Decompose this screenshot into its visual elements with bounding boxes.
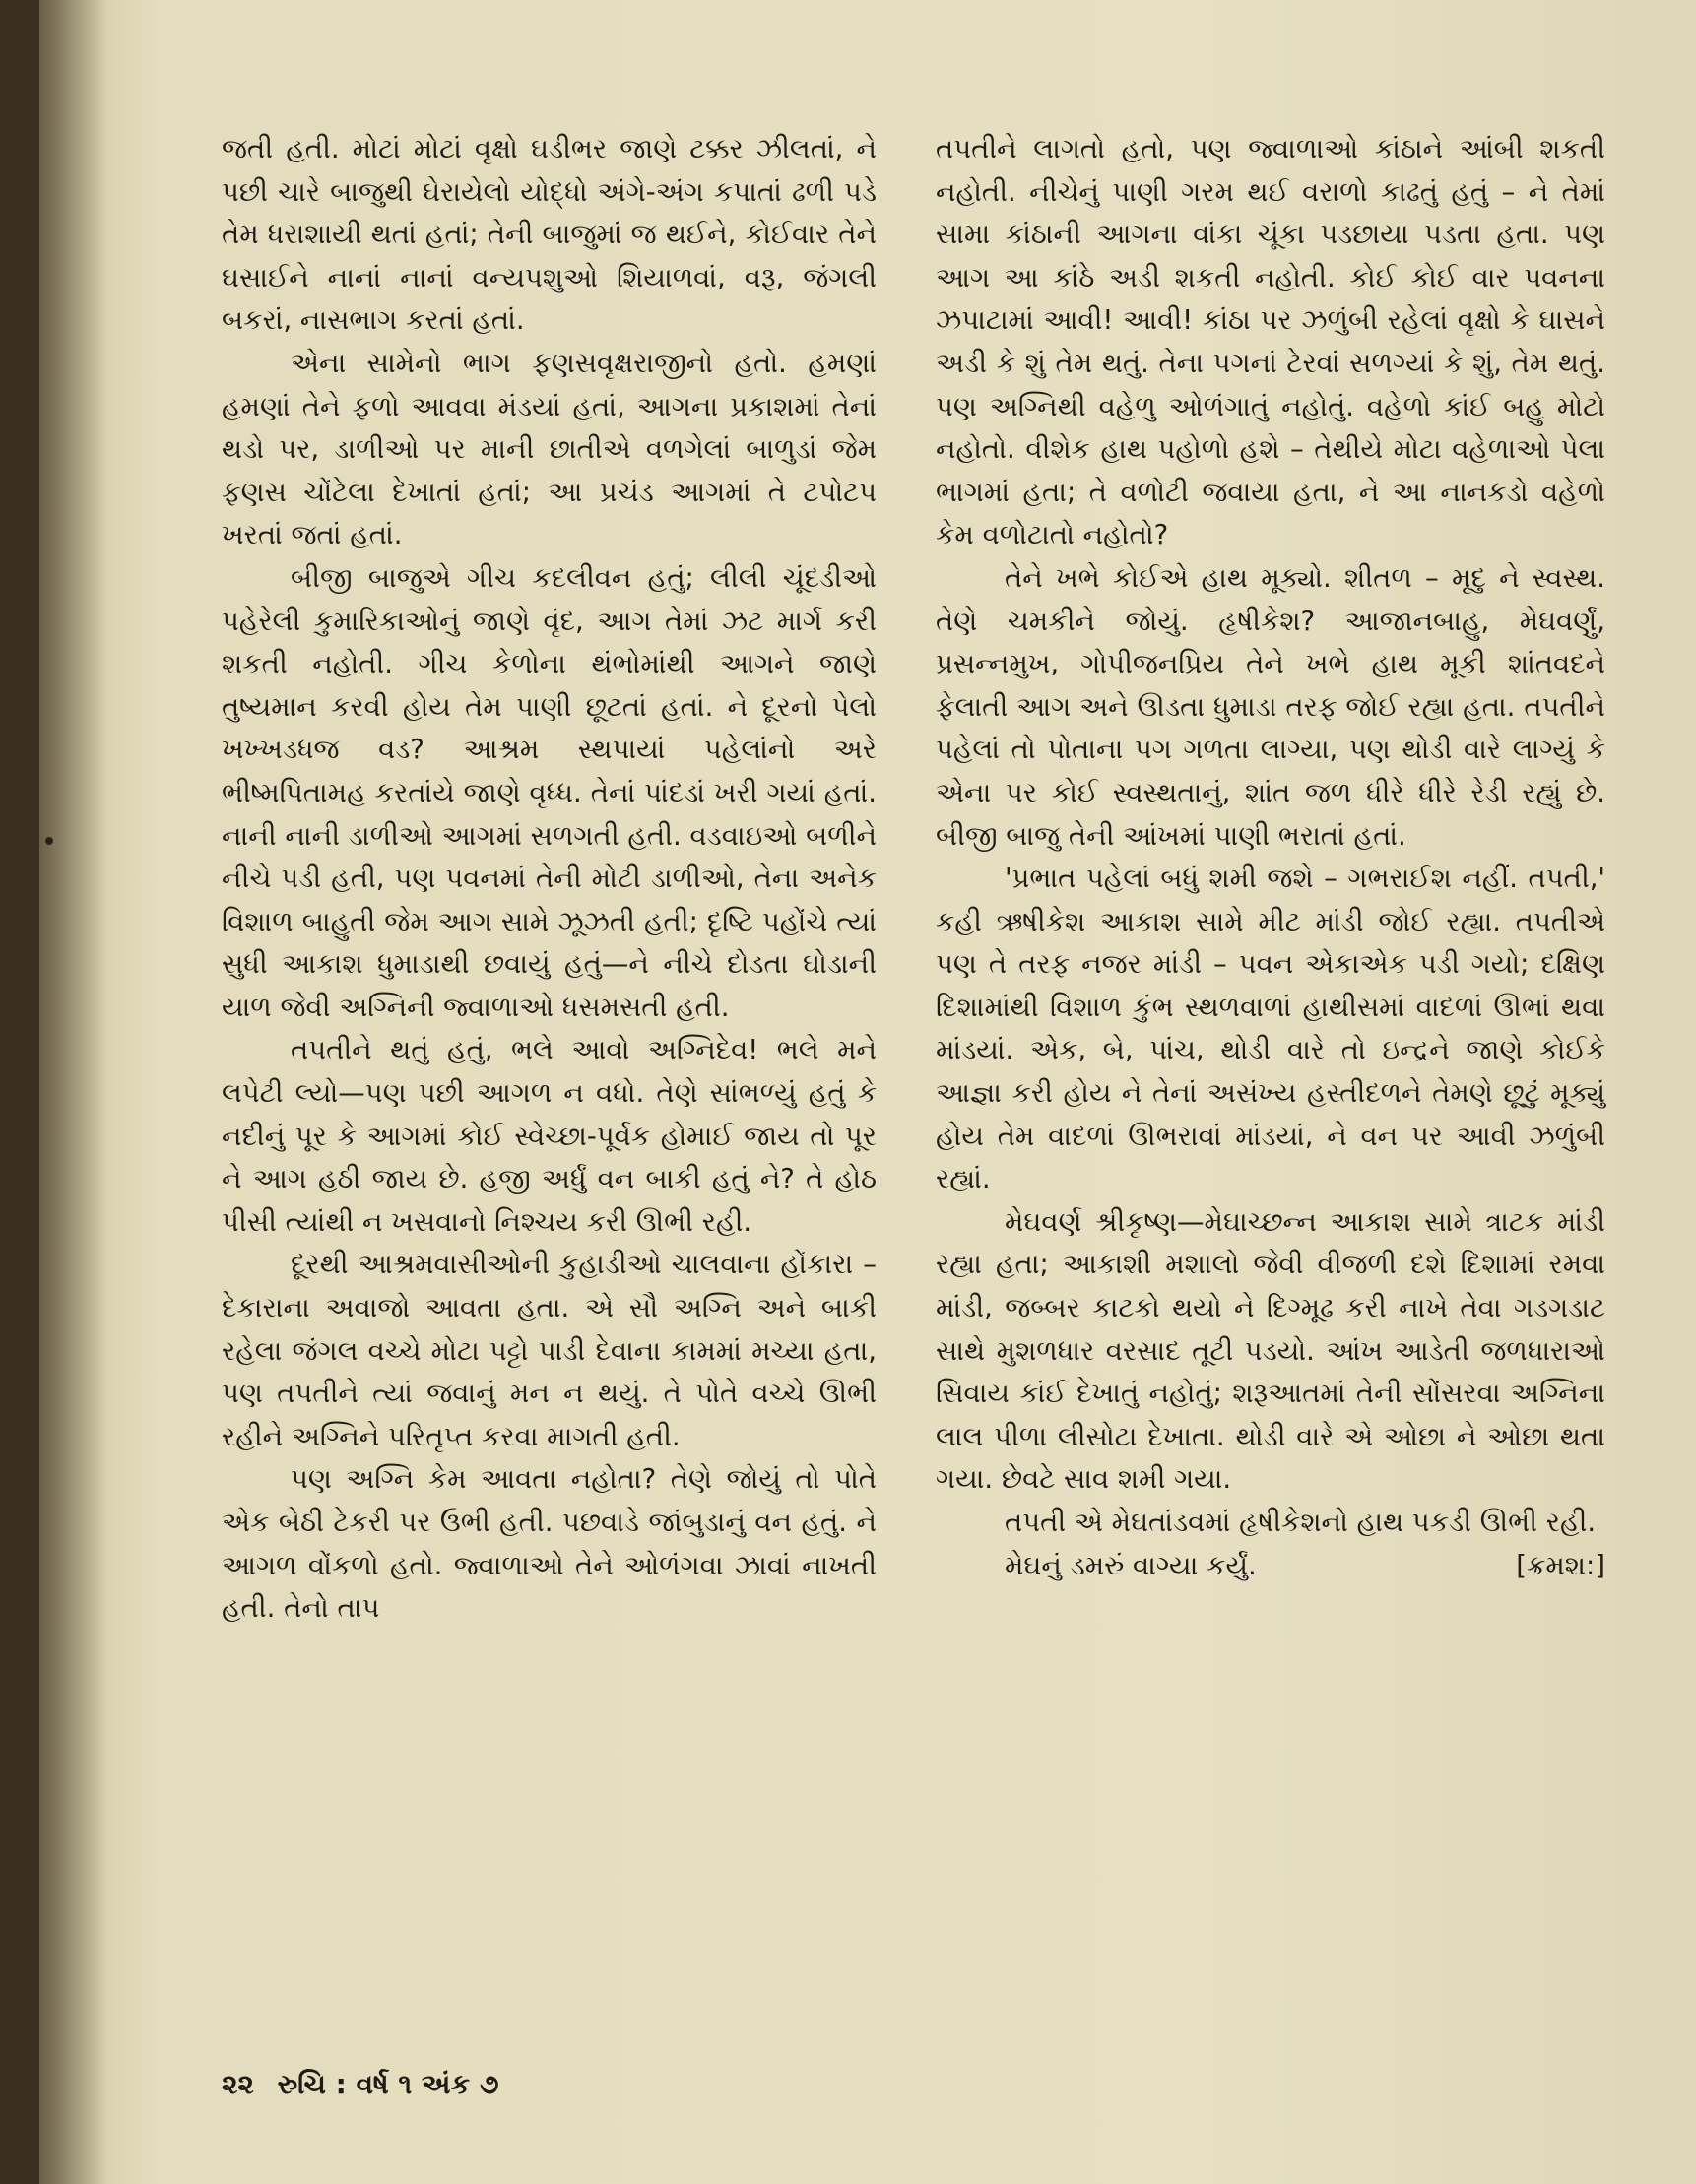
paragraph: દૂરથી આશ્રમવાસીઓની કુહાડીઓ ચાલવાના હોંકારા – દેકારાના અવાજો આવતા હતા. એ સૌ અગ્નિ અને બાકી રહેલા જંગલ વચ્ચે મોટા પટ્ટો પાડી દેવાના કામમાં મચ્યા હતા, પણ તપતીને ત્યાં જવાનું મન ન થયું. તે પોતે વચ્ચે ઊભી રહીને અગ્નિને પરિતૃપ્ત કરવા માગતી હતી. bbox=[222, 1249, 877, 1452]
paragraph: બીજી બાજુએ ગીચ કદલીવન હતું; લીલી ચૂંદડીઓ પહેરેલી કુમારિકાઓનું જાણે વૃંદ, આગ તેમાં ઝટ માર્ગ કરી શકતી નહોતી. ગીચ કેળોના થંભોમાંથી આગને જાણે તુષ્યમાન કરવી હોય તેમ પાણી છૂટતાં હતાં. ને દૂરનો પેલો ખખ્ખડધજ વડ? આશ્રમ સ્થપાયાં પહેલાંનો અરે ભીષ્મપિતામહ કરતાંયે જાણે વૃધ્ધ. તેનાં પાંદડાં ખરી ગયાં હતાં. નાની નાની ડાળીઓ આગમાં સળગતી હતી. વડવાઇઓ બળીને નીચે પડી હતી, પણ પવનમાં તેની મોટી ડાળીઓ, તેના અનેક વિશાળ બાહુતી જેમ આગ સામે ઝૂઝતી હતી; દૃષ્ટિ પહોંચે ત્યાં સુધી આકાશ ધુમાડાથી છવાયું હતું—ને નીચે દોડતા ઘોડાની યાળ જેવી અગ્નિની જ્વાળાઓ ધસમસતી હતી. bbox=[222, 561, 877, 1023]
paragraph: તપતીને લાગતો હતો, પણ જ્વાળાઓ કાંઠાને આંબી શકતી નહોતી. નીચેનું પાણી ગરમ થઈ વરાળો કાઢતું હતું – ને તેમાં સામા કાંઠાની આગના વાંકા ચૂંકા પડછાયા પડતા હતા. પણ આગ આ કાંઠે અડી શકતી નહોતી. કોઈ કોઈ વાર પવનના ઝપાટામાં આવી! આવી! કાંઠા પર ઝળુંબી રહેલાં વૃક્ષો કે ઘાસને અડી કે શું તેમ થતું. તેના પગનાં ટેરવાં સળગ્યાં કે શું, તેમ થતું. પણ અગ્નિથી વહેળુ ઓળંગાતું નહોતું. વહેળો કાંઈ બહુ મોટો નહોતો. વીશેક હાથ પહોળો હશે – તેથીયે મોટા વહેળાઓ પેલા ભાગમાં હતા; તે વળોટી જવાયા હતા, ને આ નાનકડો વહેળો કેમ વળોટાતો નહોતો? bbox=[936, 133, 1605, 551]
magazine-page bbox=[39, 0, 1696, 2184]
page-footer bbox=[222, 2068, 512, 2101]
closing-row bbox=[936, 1545, 1605, 1588]
right-column bbox=[936, 128, 1605, 1587]
left-column bbox=[222, 128, 877, 1631]
page-speck bbox=[45, 837, 53, 845]
paragraph: તપતીને થતું હતું, ભલે આવો અગ્નિદેવ! ભલે મને લપેટી લ્યો—પણ પછી આગળ ન વધો. તેણે સાંભળ્યું હતું કે નદીનું પૂર કે આગમાં કોઈ સ્વેચ્છા-પૂર્વક હોમાઈ જાય તો પૂર ને આગ હઠી જાય છે. હજી અર્ધું વન બાકી હતું ને? તે હોઠ પીસી ત્યાંથી ન ખસવાનો નિશ્ચય કરી ઊભી રહી. bbox=[222, 1034, 877, 1238]
paragraph: તેને ખભે કોઈએ હાથ મૂક્યો. શીતળ – મૃદુ ને સ્વસ્થ. તેણે ચમકીને જોયું. હૃષીકેશ? આજાનબાહુ, મેઘવર્ણું, પ્રસન્નમુખ, ગોપીજનપ્રિય તેને ખભે હાથ મૂકી શાંતવદને ફેલાતી આગ અને ઊડતા ધુમાડા તરફ જોઈ રહ્યા હતા. તપતીને પહેલાં તો પોતાના પગ ગળતા લાગ્યા, પણ થોડી વારે લાગ્યું કે એના પર કોઈ સ્વસ્થતાનું, શાંત જળ ધીરે ધીરે રેડી રહ્યું છે. બીજી બાજુ તેની આંખમાં પાણી ભરાતાં હતાં. bbox=[936, 561, 1605, 852]
page-number: ૨૨ bbox=[222, 2068, 254, 2100]
paragraph: મેઘવર્ણ શ્રીકૃષ્ણ—મેઘાચ્છન્ન આકાશ સામે ત્રાટક માંડી રહ્યા હતા; આકાશી મશાલો જેવી વીજળી દશે દિશામાં રમવા માંડી, જબ્બર કાટકો થયો ને દિગ્મૂઢ કરી નાખે તેવા ગડગડાટ સાથે મુશળધાર વરસાદ તૂટી પડયો. આંખ આડેતી જળધારાઓ સિવાય કાંઈ દેખાતું નહોતું; શરૂઆતમાં તેની સોંસરવા અગ્નિના લાલ પીળા લીસોટા દેખાતા. થોડી વારે એ ઓછા ને ઓછા થતા ગયા. છેવટે સાવ શમી ગયા. bbox=[936, 1205, 1605, 1496]
magazine-issue: રુચિ : વર્ષ ૧ અંક ૭ bbox=[277, 2068, 499, 2100]
paragraph: તપતી એ મેઘતાંડવમાં હૃષીકેશનો હાથ પકડી ઊભી રહી. bbox=[1005, 1507, 1597, 1538]
paragraph: જતી હતી. મોટાં મોટાં વૃક્ષો ઘડીભર જાણે ટક્કર ઝીલતાં, ને પછી ચારે બાજુથી ઘેરાયેલો યોદ્ધો અંગે-અંગ કપાતાં ઢળી પડે તેમ ધરાશાયી થતાં હતાં; તેની બાજુમાં જ થઈને, કોઈવાર તેને ઘસાઈને નાનાં નાનાં વન્યપશુઓ શિયાળવાં, વરૂ, જંગલી બકરાં, નાસભાગ કરતાં હતાં. bbox=[222, 133, 877, 337]
continued-mark: [ક્રમશ:] bbox=[1516, 1549, 1605, 1581]
paragraph: 'પ્રભાત પહેલાં બધું શમી જશે – ગભરાઈશ નહીં. તપતી,' કહી ઋષીકેશ આકાશ સામે મીટ માંડી જોઈ રહ્યા. તપતીએ પણ તે તરફ નજર માંડી – પવન એકાએક પડી ગયો; દક્ષિણ દિશામાંથી વિશાળ કુંભ સ્થળવાળાં હાથીસમાં વાદળાં ઊભાં થવા માંડયાં. એક, બે, પાંચ, થોડી વારે તો ઇન્દ્રને જાણે કોઈકે આજ્ઞા કરી હોય ને તેનાં અસંખ્ય હસ્તીદળને તેમણે છૂટું મૂક્યું હોય તેમ વાદળાં ઊભરાવાં માંડયાં, ને વન પર આવી ઝળુંબી રહ્યાં. bbox=[936, 863, 1605, 1195]
binding-shadow bbox=[39, 0, 108, 2184]
paragraph: પણ અગ્નિ કેમ આવતા નહોતા? તેણે જોયું તો પોતે એક બેઠી ટેકરી પર ઉભી હતી. પછવાડે જાંબુડાનું વન હતું. ને આગળ વોંકળો હતો. જ્વાળાઓ તેને ઓળંગવા ઝાવાં નાખતી હતી. તેનો તાપ bbox=[222, 1463, 877, 1625]
closing-line: મેઘનું ડમરું વાગ્યા કર્યું. bbox=[1005, 1549, 1257, 1581]
paragraph: એના સામેનો ભાગ ફણસવૃક્ષરાજીનો હતો. હમણાં હમણાં તેને ફળો આવવા મંડયાં હતાં, આગના પ્રકાશમાં તેનાં થડો પર, ડાળીઓ પર માની છાતીએ વળગેલાં બાળુડાં જેમ ફણસ ચોંટેલા દેખાતાં હતાં; આ પ્રચંડ આગમાં તે ટપોટપ ખરતાં જતાં હતાં. bbox=[222, 347, 877, 551]
